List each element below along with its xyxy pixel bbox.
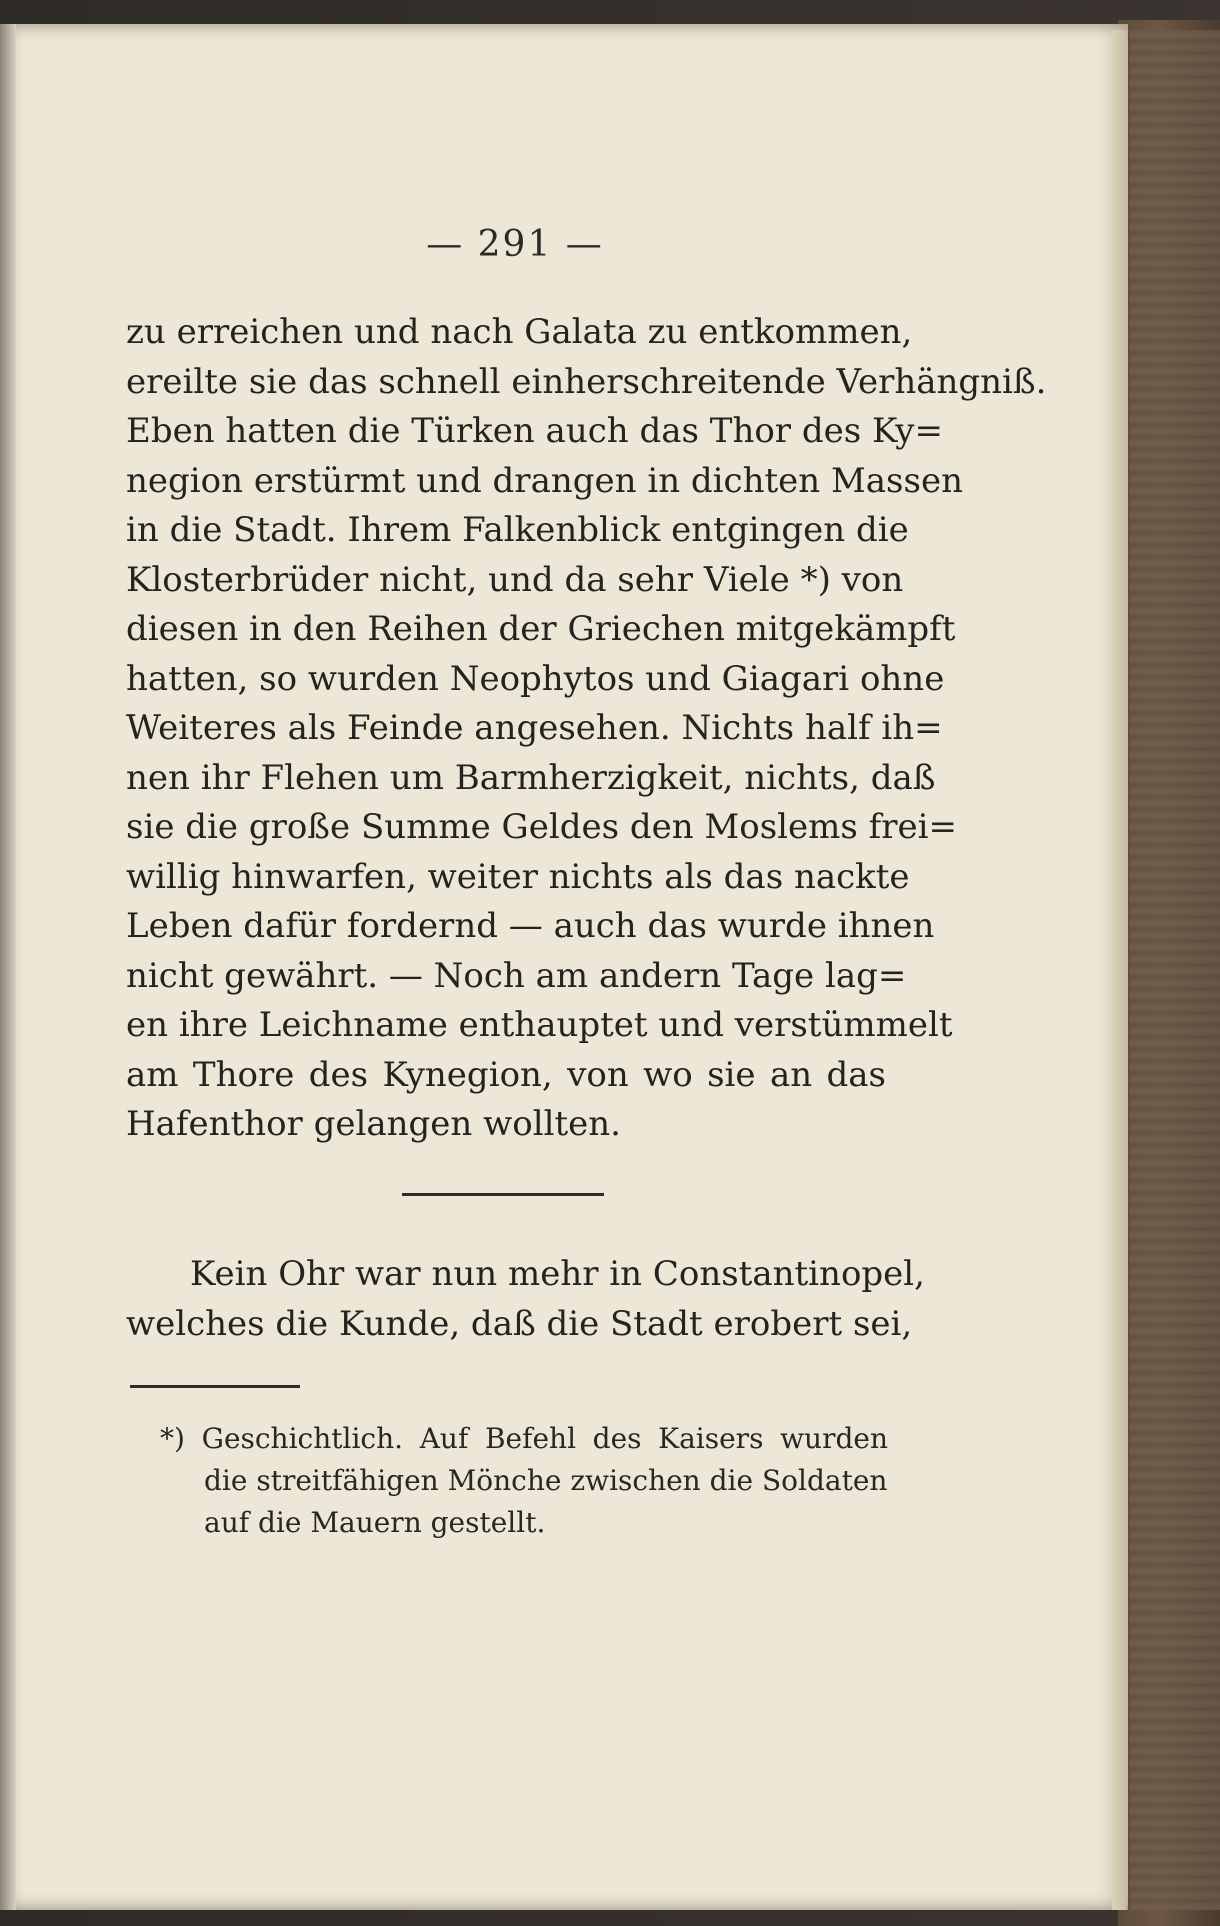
text-line: ereilte sie das schnell einherschreitende Verhängniß. [126,361,1047,402]
section-divider [402,1193,604,1196]
page-gutter [0,24,16,1910]
text-line: en ihre Leichname enthauptet und verstümmelt [126,1005,953,1045]
text-line: sie die große Summe Geldes den Moslems frei= [126,807,957,847]
footnote-line: *) Geschichtlich. Auf Befehl des Kaisers wurden [160,1422,888,1455]
text-line: Kein Ohr war nun mehr in Constantinopel, [190,1254,925,1294]
text-line: Eben hatten die Türken auch das Thor des Ky= [126,411,943,451]
footnote-divider [130,1385,300,1388]
text-line: willig hinwarfen, weiter nichts als das nackte [126,856,910,897]
text-line: hatten, so wurden Neophytos und Giagari ohne [126,658,945,699]
text-line: diesen in den Reihen der Griechen mitgekämpft [126,609,956,649]
text-line: Hafenthor gelangen wollten. [126,1104,621,1144]
footnote [160,1418,888,1544]
footnote-line: auf die Mauern gestellt. [204,1506,546,1539]
text-line: nen ihr Flehen um Barmherzigkeit, nichts, daß [126,757,936,798]
text-line: Klosterbrüder nicht, und da sehr Viele *) von [126,559,904,600]
text-line: am Thore des Kynegion, von wo sie an das [126,1054,886,1095]
page-number: — 291 — [426,224,604,265]
book-cover-texture [1130,30,1220,1910]
text-line: nicht gewährt. — Noch am andern Tage lag= [126,955,907,996]
page-edge [1112,30,1126,1910]
main-paragraph [126,308,1047,1150]
text-line: zu erreichen und nach Galata zu entkommen, [126,312,913,352]
second-paragraph [126,1250,925,1349]
text-line: in die Stadt. Ihrem Falkenblick entgingen die [126,510,909,550]
text-line: Leben dafür fordernd — auch das wurde ihnen [126,906,935,946]
text-line: welches die Kunde, daß die Stadt erobert sei, [126,1303,913,1344]
text-line: negion erstürmt und drangen in dichten Massen [126,460,963,501]
footnote-line: die streitfähigen Mönche zwischen die Soldaten [204,1464,888,1497]
text-line: Weiteres als Feinde angesehen. Nichts half ih= [126,708,943,748]
